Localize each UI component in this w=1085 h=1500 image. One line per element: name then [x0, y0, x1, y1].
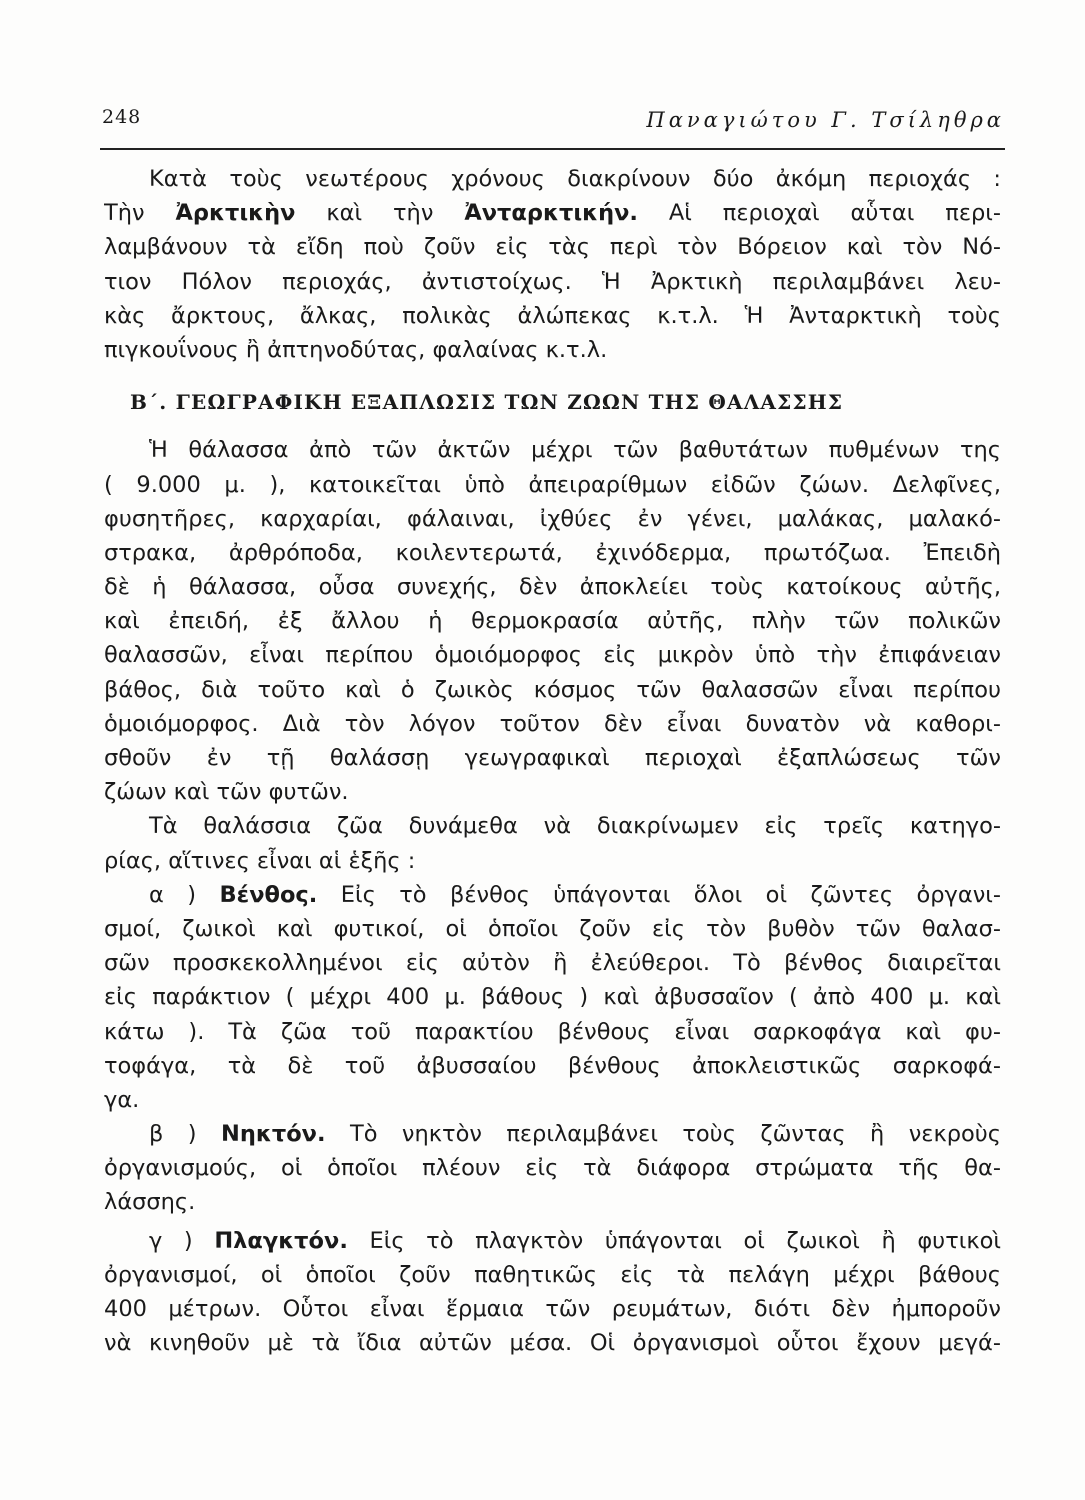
item-marker: γ ) [149, 1227, 193, 1254]
text-line: εἰς παράκτιον ( μέχρι 400 μ. βάθους ) καὶ ἀβυσσαῖον ( ἀπὸ 400 μ. καὶ [104, 984, 1001, 1011]
text-line: βάθος, διὰ τοῦτο καὶ ὁ ζωικὸς κόσμος τῶν θαλασσῶν εἶναι περίπου [104, 676, 1001, 703]
text-line: ( 9.000 μ. ), κατοικεῖται ὑπὸ ἀπειραρίθμων εἰδῶν ζώων. Δελφῖνες, [104, 471, 1001, 498]
text-line: Τὰ θαλάσσια ζῶα δυνάμεθα νὰ διακρίνωμεν εἰς τρεῖς κατηγο- [149, 813, 1001, 840]
text-line: ὁμοιόμορφος. Διὰ τὸν λόγον τοῦτον δὲν εἶναι δυνατὸν νὰ καθορι- [104, 710, 1001, 737]
list-item-nekton [104, 1117, 1001, 1151]
text-line: λαμβάνουν τὰ εἴδη ποὺ ζοῦν εἰς τὰς περὶ τὸν Βόρειον καὶ τὸν Νό- [104, 234, 1001, 261]
section-heading: Β΄. ΓΕΩΓΡΑΦΙΚΗ ΕΞΑΠΛΩΣΙΣ ΤΩΝ ΖΩΩΝ ΤΗΣ ΘΑΛΑΣΣΗΣ [130, 390, 844, 415]
text-line: φυσητῆρες, καρχαρίαι, φάλαιναι, ἰχθύες ἐν γένει, μαλάκας, μαλακό- [104, 505, 1001, 532]
item-marker: α ) [149, 881, 197, 908]
text-run: Εἰς τὸ πλαγκτὸν ὑπάγονται οἱ ζωικοὶ ἢ φυτικοὶ [369, 1227, 1001, 1254]
text-run: Τὴν [104, 200, 145, 227]
running-title: Παναγιώτου Γ. Τσίληθρα [646, 108, 1005, 132]
text-line: κὰς ἄρκτους, ἄλκας, πολικὰς ἀλώπεκας κ.τ.λ. Ἡ Ἀνταρκτικὴ τοὺς [104, 302, 1001, 329]
text-line: ζώων καὶ τῶν φυτῶν. [104, 779, 349, 806]
text-run: Τὸ νηκτὸν περιλαμβάνει τοὺς ζῶντας ἢ νεκροὺς [349, 1121, 1001, 1148]
text-line: δὲ ἡ θάλασσα, οὖσα συνεχής, δὲν ἀποκλείει τοὺς κατοίκους αὐτῆς, [104, 574, 1001, 601]
text-line: ρίας, αἵτινες εἶναι αἱ ἑξῆς : [104, 847, 416, 874]
term-antarctic: Ἀνταρκτικήν. [464, 200, 638, 227]
term-nekton: Νηκτόν. [221, 1121, 326, 1148]
text-line: λάσσης. [104, 1189, 196, 1216]
term-plankton: Πλαγκτόν. [214, 1227, 348, 1254]
text-line: ὀργανισμούς, οἱ ὁποῖοι πλέουν εἰς τὰ διάφορα στρώματα τῆς θα- [104, 1155, 1001, 1182]
text-line [104, 196, 1001, 230]
text-line: τιον Πόλον περιοχάς, ἀντιστοίχως. Ἡ Ἀρκτικὴ περιλαμβάνει λευ- [104, 268, 1001, 295]
text-line: καὶ ἐπειδή, ἐξ ἄλλου ἡ θερμοκρασία αὐτῆς, πλὴν τῶν πολικῶν [104, 608, 1001, 635]
page-body [104, 162, 1001, 1360]
text-line: Κατὰ τοὺς νεωτέρους χρόνους διακρίνουν δύο ἀκόμη περιοχάς : [149, 166, 1001, 192]
text-line: Ἡ θάλασσα ἀπὸ τῶν ἀκτῶν μέχρι τῶν βαθυτάτων πυθμένων της [149, 437, 1001, 464]
list-item-plankton [104, 1224, 1001, 1258]
text-line: ὀργανισμοί, οἱ ὁποῖοι ζοῦν παθητικῶς εἰς τὰ πελάγη μέχρι βάθους [104, 1261, 1001, 1288]
list-item-benthos [104, 878, 1001, 912]
text-line: στρακα, ἀρθρόποδα, κοιλεντερωτά, ἐχινόδερμα, πρωτόζωα. Ἐπειδὴ [104, 539, 1001, 566]
text-line: σμοί, ζωικοὶ καὶ φυτικοί, οἱ ὁποῖοι ζοῦν εἰς τὸν βυθὸν τῶν θαλασ- [104, 915, 1001, 942]
text-run: καὶ τὴν [326, 200, 434, 227]
text-line: πιγκουΐνους ἢ ἀπτηνοδύτας, φαλαίνας κ.τ.λ. [104, 336, 608, 363]
text-line: γα. [104, 1086, 140, 1113]
text-line: σθοῦν ἐν τῇ θαλάσσῃ γεωγραφικαὶ περιοχαὶ ἐξαπλώσεως τῶν [104, 745, 1001, 771]
text-line: κάτω ). Τὰ ζῶα τοῦ παρακτίου βένθους εἶναι σαρκοφάγα καὶ φυ- [104, 1018, 1001, 1045]
text-line: σῶν προσκεκολλημένοι εἰς αὐτὸν ἢ ἐλεύθεροι. Τὸ βένθος διαιρεῖται [104, 950, 1001, 977]
text-run: Αἱ περιοχαὶ αὗται περι- [668, 200, 1001, 227]
text-line: 400 μέτρων. Οὗτοι εἶναι ἕρμαια τῶν ρευμάτων, διότι δὲν ἠμποροῦν [104, 1296, 1001, 1322]
text-run: Εἰς τὸ βένθος ὑπάγονται ὅλοι οἱ ζῶντες ὀργανι- [340, 881, 1001, 908]
page-header [100, 100, 1005, 150]
item-marker: β ) [149, 1121, 197, 1148]
term-benthos: Βένθος. [219, 881, 318, 908]
text-line: τοφάγα, τὰ δὲ τοῦ ἀβυσσαίου βένθους ἀποκλειστικῶς σαρκοφά- [104, 1052, 1001, 1079]
term-arctic: Ἀρκτικὴν [175, 200, 296, 227]
text-line: θαλασσῶν, εἶναι περίπου ὁμοιόμορφος εἰς μικρὸν ὑπὸ τὴν ἐπιφάνειαν [104, 642, 1001, 669]
page-number: 248 [102, 106, 142, 128]
text-line: νὰ κινηθοῦν μὲ τὰ ἴδια αὐτῶν μέσα. Οἱ ὀργανισμοὶ οὗτοι ἔχουν μεγά- [104, 1330, 1001, 1357]
